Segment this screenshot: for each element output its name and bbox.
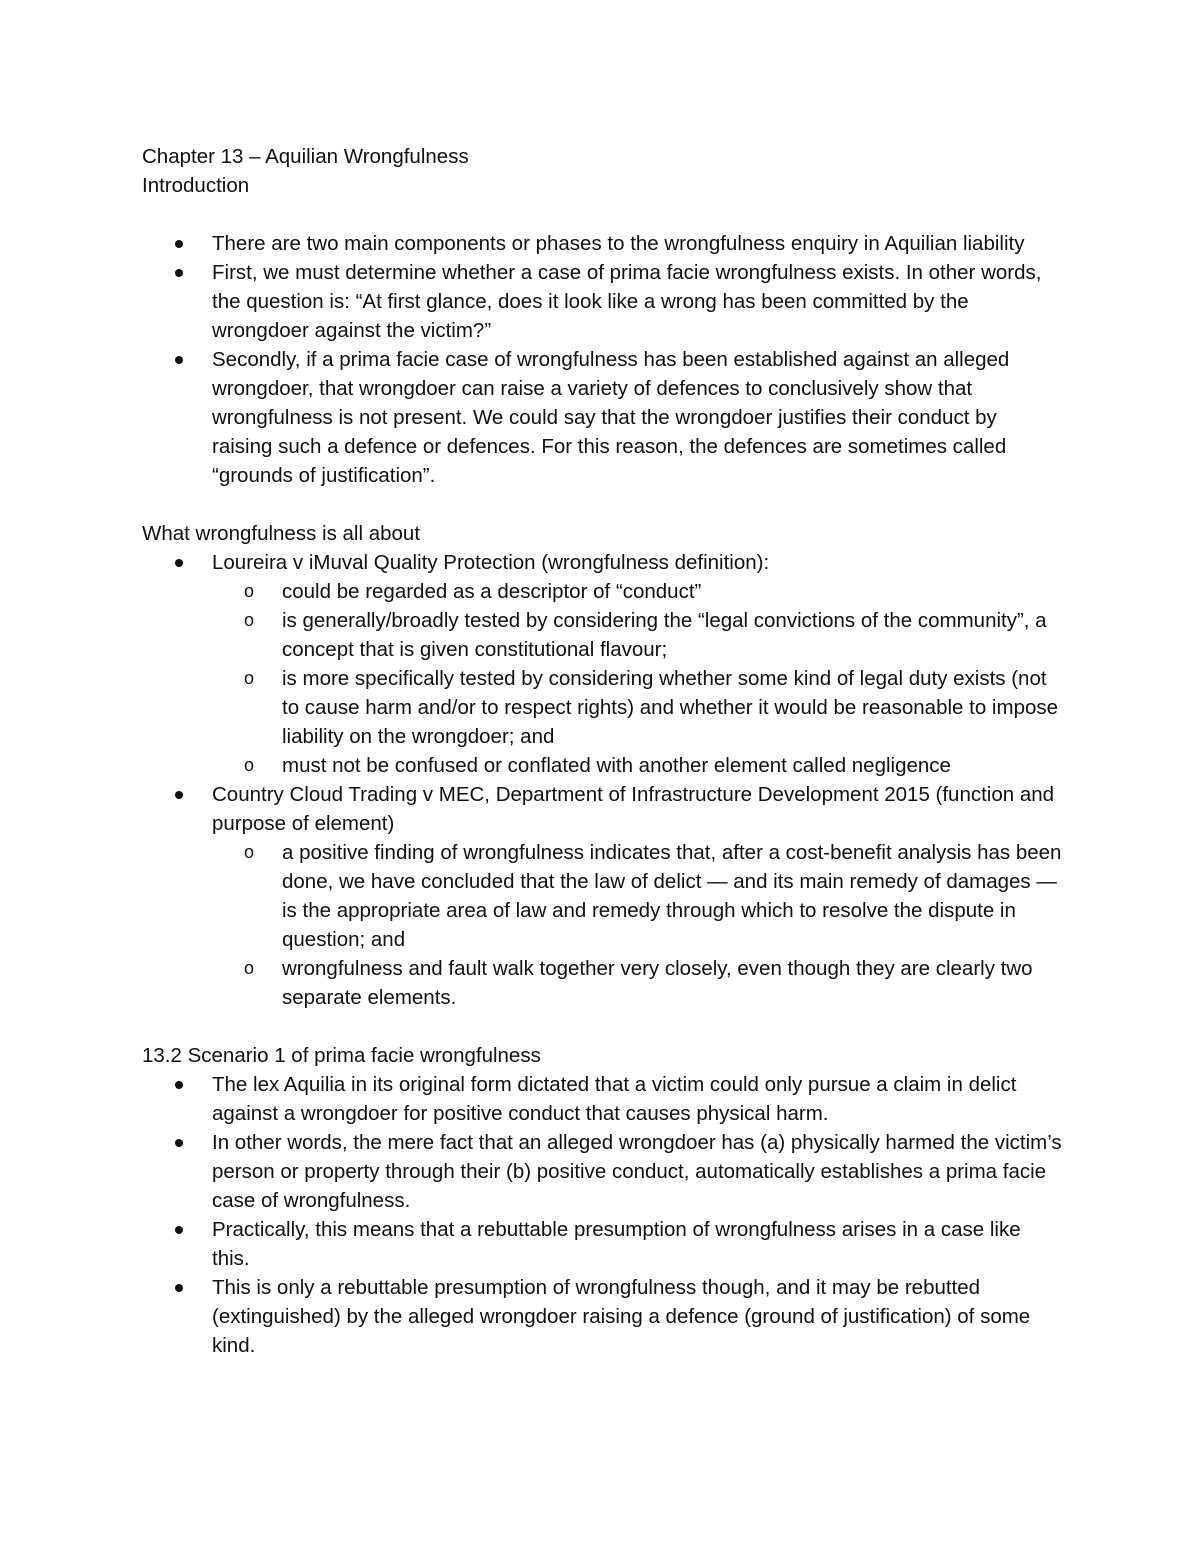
list-item: Secondly, if a prima facie case of wrongfulness has been established against an alleged wrongdoer, that wrongdoer can raise a variety of defences to conclusively show that wrongfulness is not present. We could say that the wrongdoer justifies their conduct by raising such a defence or defences. For this reason, the defences are sometimes called “grounds of justification”. bbox=[142, 345, 1062, 490]
sub-list-item: o could be regarded as a descriptor of “conduct” bbox=[212, 577, 1062, 606]
document-body bbox=[142, 142, 1062, 1360]
sub-list bbox=[212, 838, 1062, 1012]
bullet-icon bbox=[175, 1284, 183, 1292]
chapter-title: Chapter 13 – Aquilian Wrongfulness bbox=[142, 145, 469, 168]
list-item: In other words, the mere fact that an alleged wrongdoer has (a) physically harmed the victim’s person or property through their (b) positive conduct, automatically establishes a prima facie case of wrongfulness. bbox=[142, 1128, 1062, 1215]
bullet-icon bbox=[175, 559, 183, 567]
scenario-list bbox=[142, 1070, 1062, 1360]
intro-list bbox=[142, 229, 1062, 490]
sub-list-item: o wrongfulness and fault walk together very closely, even though they are clearly two separate elements. bbox=[212, 954, 1062, 1012]
list-item: This is only a rebuttable presumption of wrongfulness though, and it may be rebutted (extinguished) by the alleged wrongdoer raising a defence (ground of justification) of some kind. bbox=[142, 1273, 1062, 1360]
spacer bbox=[142, 1012, 1062, 1041]
section-heading-what: What wrongfulness is all about bbox=[142, 522, 421, 545]
list-item: The lex Aquilia in its original form dictated that a victim could only pursue a claim in delict against a wrongdoer for positive conduct that causes physical harm. bbox=[142, 1070, 1062, 1128]
intro-heading: Introduction bbox=[142, 174, 250, 197]
circle-bullet-icon: o bbox=[244, 842, 255, 862]
spacer bbox=[142, 490, 1062, 519]
bullet-icon bbox=[175, 269, 183, 277]
sub-list-item: o must not be confused or conflated with another element called negligence bbox=[212, 751, 1062, 780]
bullet-icon bbox=[175, 1081, 183, 1089]
circle-bullet-icon: o bbox=[244, 755, 255, 775]
list-item: Loureira v iMuval Quality Protection (wrongfulness definition): o could be regarded as a descriptor of “conduct” o is generally/broadly tested by considering the “legal convictions of the community”, a concept that is given constitutional flavour; o is more specifically tested by considering whether some kind of legal duty exists (not to cause harm and/or to respect rights) and whether it would be reasonable to impose liability on the wrongdoer; and o must not be confused or conflated with another element called negligence bbox=[142, 548, 1062, 780]
sub-list-item: o is generally/broadly tested by considering the “legal convictions of the community”, a concept that is given constitutional flavour; bbox=[212, 606, 1062, 664]
bullet-icon bbox=[175, 240, 183, 248]
circle-bullet-icon: o bbox=[244, 610, 255, 630]
sub-list-item: o is more specifically tested by considering whether some kind of legal duty exists (not to cause harm and/or to respect rights) and whether it would be reasonable to impose liability on the wrongdoer; and bbox=[212, 664, 1062, 751]
list-item: Country Cloud Trading v MEC, Department of Infrastructure Development 2015 (function and purpose of element) o a positive finding of wrongfulness indicates that, after a cost-benefit analysis has been done, we have concluded that the law of delict — and its main remedy of damages — is the appropriate area of law and remedy through which to resolve the dispute in question; and o wrongfulness and fault walk together very closely, even though they are clearly two separate elements. bbox=[142, 780, 1062, 1012]
spacer bbox=[142, 200, 1062, 229]
circle-bullet-icon: o bbox=[244, 958, 255, 978]
circle-bullet-icon: o bbox=[244, 581, 255, 601]
list-item: There are two main components or phases to the wrongfulness enquiry in Aquilian liability bbox=[142, 229, 1062, 258]
what-list bbox=[142, 548, 1062, 1012]
section-heading-scenario: 13.2 Scenario 1 of prima facie wrongfulness bbox=[142, 1044, 541, 1067]
list-item: Practically, this means that a rebuttable presumption of wrongfulness arises in a case like this. bbox=[142, 1215, 1062, 1273]
bullet-icon bbox=[175, 1226, 183, 1234]
list-item: First, we must determine whether a case of prima facie wrongfulness exists. In other words, the question is: “At first glance, does it look like a wrong has been committed by the wrongdoer against the victim?” bbox=[142, 258, 1062, 345]
bullet-icon bbox=[175, 1139, 183, 1147]
bullet-icon bbox=[175, 791, 183, 799]
sub-list-item: o a positive finding of wrongfulness indicates that, after a cost-benefit analysis has been done, we have concluded that the law of delict — and its main remedy of damages — is the appropriate area of law and remedy through which to resolve the dispute in question; and bbox=[212, 838, 1062, 954]
circle-bullet-icon: o bbox=[244, 668, 255, 688]
bullet-icon bbox=[175, 356, 183, 364]
sub-list bbox=[212, 577, 1062, 780]
